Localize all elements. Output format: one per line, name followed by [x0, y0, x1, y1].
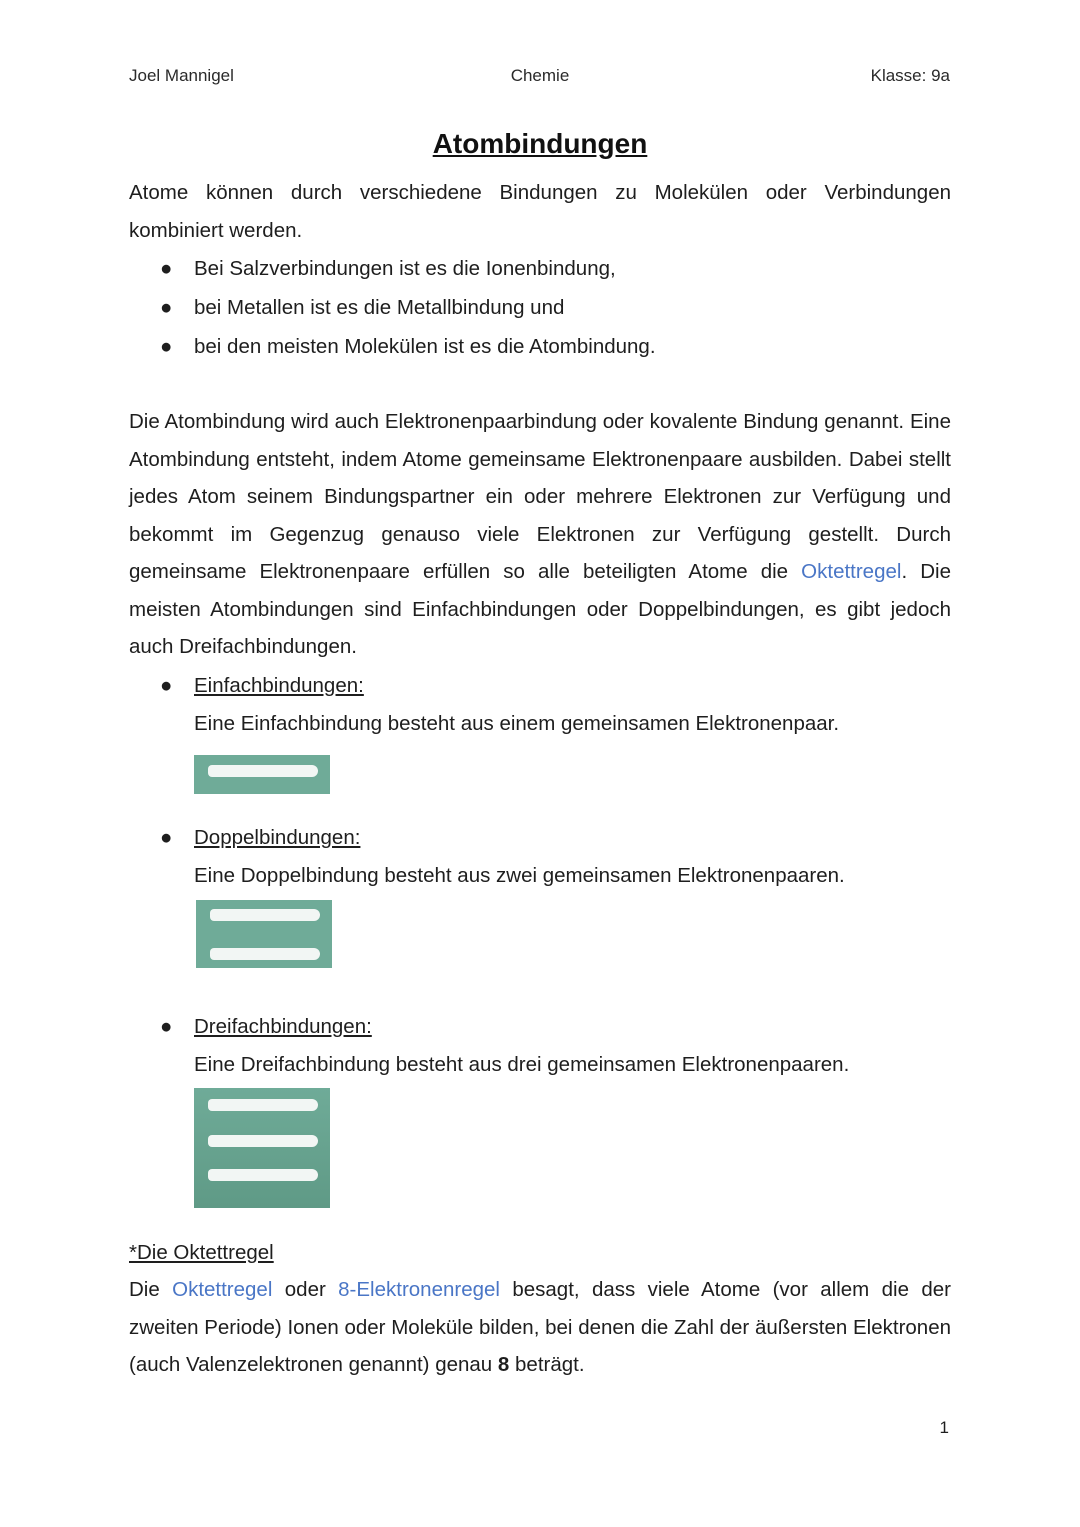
bullet-icon: ● [160, 826, 173, 849]
bullet-icon: ● [160, 1015, 173, 1038]
octet-paragraph [129, 1271, 951, 1384]
bond-line [208, 1169, 318, 1181]
single-bond-description: Eine Einfachbindung besteht aus einem gemeinsamen Elektronenpaar. [194, 712, 840, 735]
single-bond-heading: Einfachbindungen: [194, 674, 364, 697]
octet-text: besagt, dass viele Atome (vor allem die der zweiten Periode) Ionen oder Moleküle bilden, bei denen die Zahl der äußersten Elektronen (auch Valenzelektronen genannt) genau [129, 1278, 951, 1376]
bond-line [210, 948, 320, 960]
header-class: Klasse: 9a [870, 66, 950, 85]
triple-bond-description: Eine Dreifachbindung besteht aus drei gemeinsamen Elektronenpaaren. [194, 1053, 850, 1076]
bullet-icon: ● [160, 674, 173, 697]
bullet-icon: ● [160, 257, 173, 280]
octet-text: Die [129, 1278, 160, 1301]
bullet-icon: ● [160, 335, 173, 358]
header-author: Joel Mannigel [129, 66, 234, 85]
single-bond-image [194, 755, 330, 794]
octet-heading: *Die Oktettregel [129, 1241, 274, 1264]
bullet-icon: ● [160, 296, 173, 319]
header-subject: Chemie [510, 66, 570, 85]
double-bond-image [196, 900, 332, 968]
intro-paragraph: Atome können durch verschiedene Bindungen zu Molekülen oder Verbindungen kombiniert werden. [129, 181, 951, 242]
page-title: Atombindungen [432, 128, 648, 159]
octet-number: 8 [497, 1353, 510, 1376]
bond-line [208, 1135, 318, 1147]
bond-line [210, 909, 320, 921]
double-bond-description: Eine Doppelbindung besteht aus zwei gemeinsamen Elektronenpaaren. [194, 864, 845, 887]
main-paragraph-text-end: . Die meisten Atombindungen sind Einfachbindungen oder Doppelbindungen, es gibt jedoch auch Dreifachbindungen. [129, 560, 951, 658]
elektronenregel-link[interactable]: 8-Elektronenregel [338, 1278, 500, 1301]
bond-line [208, 1099, 318, 1111]
triple-bond-heading: Dreifachbindungen: [194, 1015, 372, 1038]
octet-text: oder [284, 1278, 326, 1301]
page-number: 1 [939, 1418, 949, 1437]
list-item-text: bei den meisten Molekülen ist es die Atombindung. [194, 335, 656, 358]
oktettregel-link[interactable]: Oktettregel [172, 1278, 273, 1301]
main-paragraph [129, 403, 951, 666]
main-paragraph-text: Die Atombindung wird auch Elektronenpaarbindung oder kovalente Bindung genannt. Eine Atombindung entsteht, indem Atome gemeinsame Elektronenpaare ausbilden. Dabei stellt jedes Atom seinem Bindungspartner ein oder mehrere Elektronen zur Verfügung und bekommt im Gegenzug genauso viele Elektronen zur Verfügung gestellt. Durch gemeinsame Elektronenpaare erfüllen so alle beteiligten Atome die [129, 410, 951, 583]
list-item-text: Bei Salzverbindungen ist es die Ionenbindung, [194, 257, 616, 280]
bond-line [208, 765, 318, 777]
oktettregel-link[interactable]: Oktettregel [801, 560, 902, 583]
triple-bond-image [194, 1088, 330, 1208]
double-bond-heading: Doppelbindungen: [194, 826, 361, 849]
list-item-text: bei Metallen ist es die Metallbindung und [194, 296, 565, 319]
octet-text: beträgt. [515, 1353, 585, 1376]
